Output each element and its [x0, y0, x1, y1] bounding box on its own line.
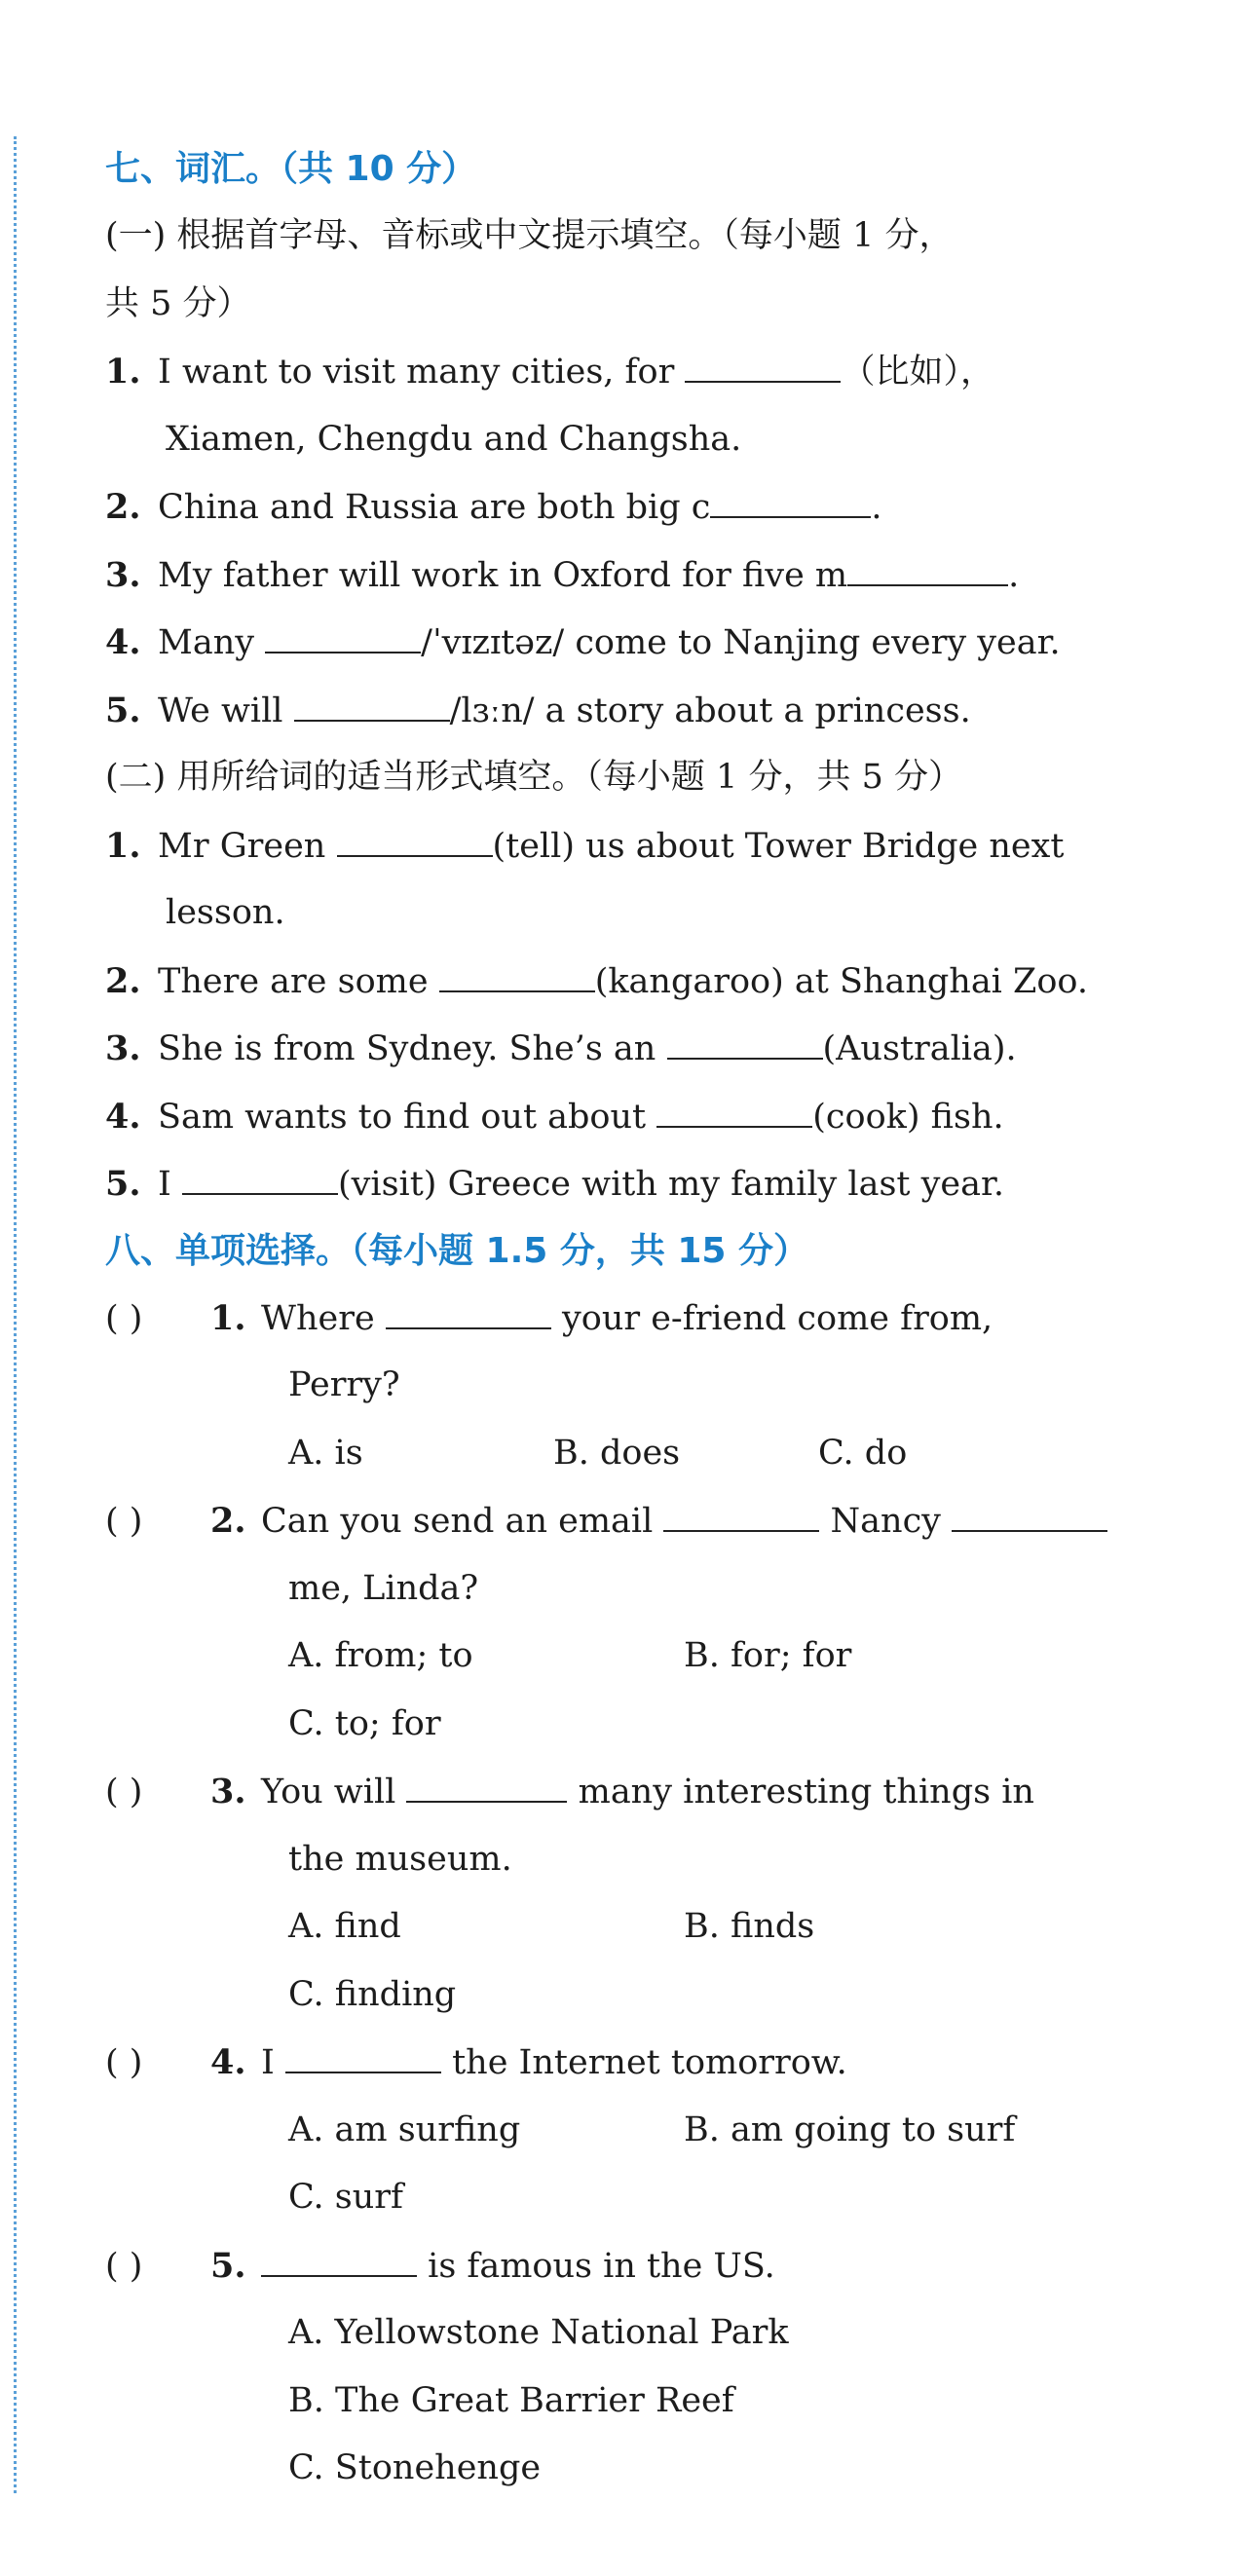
binding-dotted-line — [14, 136, 17, 2493]
answer-parentheses[interactable]: ( ) — [105, 2043, 143, 2082]
option-a[interactable]: A. from; to — [288, 1636, 473, 1675]
option-c[interactable]: C. surf — [288, 2178, 403, 2217]
vocab-item-4: 4. Many /ˈvɪzɪtəz/ come to Nanjing every year. — [105, 609, 1099, 677]
mcq-question-2: ( ) 2. Can you send an email Nancy — [105, 1487, 1099, 1555]
option-a[interactable]: A. is — [288, 1433, 363, 1473]
mcq-options-4-c — [105, 2164, 1099, 2232]
answer-blank[interactable] — [182, 1158, 338, 1195]
mcq-options-3-c — [105, 1961, 1099, 2030]
mcq-options-2-c — [105, 1691, 1099, 1759]
form-item-1-cont: lesson. — [166, 893, 285, 932]
answer-parentheses[interactable]: ( ) — [105, 1773, 143, 1811]
part2-title: (二) 用所给词的适当形式填空。（每小题 1 分，共 5 分） — [105, 758, 962, 797]
answer-blank[interactable] — [710, 481, 871, 518]
answer-blank — [952, 1495, 1107, 1532]
option-a[interactable]: A. am surfing — [288, 2109, 521, 2149]
mcq-question-1-cont: Perry? — [288, 1365, 400, 1404]
vocab-item-1-cont: Xiamen, Chengdu and Changsha. — [166, 419, 742, 459]
form-item-4: 4. Sam wants to find out about (cook) fish. — [105, 1083, 1099, 1151]
mcq-options-5-c — [105, 2435, 1099, 2503]
mcq-options-1 — [105, 1420, 1099, 1488]
option-b[interactable]: B. am going to surf — [684, 2109, 1016, 2149]
worksheet-page — [105, 136, 1099, 2503]
answer-blank[interactable] — [847, 549, 1008, 586]
answer-blank — [386, 1292, 551, 1329]
answer-blank — [663, 1495, 819, 1532]
section7-title: 七、词汇。（共 10 分） — [105, 149, 477, 189]
mcq-options-4 — [105, 2097, 1099, 2165]
answer-blank[interactable] — [337, 820, 493, 857]
answer-blank[interactable] — [667, 1023, 823, 1060]
mcq-options-5-a — [105, 2299, 1099, 2368]
option-b[interactable]: B. The Great Barrier Reef — [288, 2380, 734, 2420]
mcq-question-3: ( ) 3. You will many interesting things in — [105, 1758, 1099, 1826]
option-a[interactable]: A. Yellowstone National Park — [288, 2313, 789, 2352]
vocab-item-5: 5. We will /lɜːn/ a story about a princess. — [105, 677, 1099, 745]
answer-blank[interactable] — [294, 685, 450, 722]
part1-title-cont: 共 5 分） — [105, 283, 251, 323]
answer-blank[interactable] — [265, 616, 421, 653]
answer-blank[interactable] — [439, 955, 595, 992]
answer-blank[interactable] — [656, 1091, 812, 1128]
answer-blank — [261, 2240, 417, 2277]
mcq-question-1: ( ) 1. Where your e-friend come from, — [105, 1285, 1099, 1353]
option-c[interactable]: C. to; for — [288, 1703, 441, 1743]
form-item-3: 3. She is from Sydney. She’s an (Australia). — [105, 1015, 1099, 1083]
answer-blank[interactable] — [685, 346, 841, 383]
answer-parentheses[interactable]: ( ) — [105, 1502, 143, 1541]
mcq-question-3-cont: the museum. — [288, 1839, 512, 1879]
option-b[interactable]: B. finds — [684, 1907, 815, 1946]
part1-title: (一) 根据首字母、音标或中文提示填空。（每小题 1 分， — [105, 216, 954, 255]
form-item-2: 2. There are some (kangaroo) at Shanghai Zoo. — [105, 948, 1099, 1016]
option-c[interactable]: C. Stonehenge — [288, 2448, 542, 2487]
option-b[interactable]: B. does — [553, 1433, 681, 1473]
answer-parentheses[interactable]: ( ) — [105, 2246, 143, 2286]
answer-parentheses[interactable]: ( ) — [105, 1298, 143, 1338]
form-item-1: 1. Mr Green (tell) us about Tower Bridge next — [105, 812, 1099, 880]
mcq-question-4: ( ) 4. I the Internet tomorrow. — [105, 2029, 1099, 2097]
mcq-options-2 — [105, 1623, 1099, 1691]
mcq-options-3 — [105, 1893, 1099, 1961]
vocab-item-3: 3. My father will work in Oxford for five m . — [105, 541, 1099, 610]
mcq-question-5: ( ) 5. is famous in the US. — [105, 2232, 1099, 2300]
option-b[interactable]: B. for; for — [684, 1636, 852, 1675]
option-c[interactable]: C. finding — [288, 1974, 457, 2014]
answer-blank — [285, 2036, 441, 2073]
vocab-item-1: 1. I want to visit many cities, for （比如）， — [105, 338, 1099, 406]
option-c[interactable]: C. do — [818, 1433, 908, 1473]
mcq-options-5-b — [105, 2368, 1099, 2436]
option-a[interactable]: A. find — [288, 1907, 401, 1946]
section8-title: 八、单项选择。（每小题 1.5 分，共 15 分） — [105, 1230, 809, 1271]
answer-blank — [406, 1766, 567, 1803]
vocab-item-2: 2. China and Russia are both big c . — [105, 473, 1099, 541]
form-item-5: 5. I (visit) Greece with my family last year. — [105, 1150, 1099, 1218]
mcq-question-2-cont: me, Linda? — [288, 1568, 479, 1608]
